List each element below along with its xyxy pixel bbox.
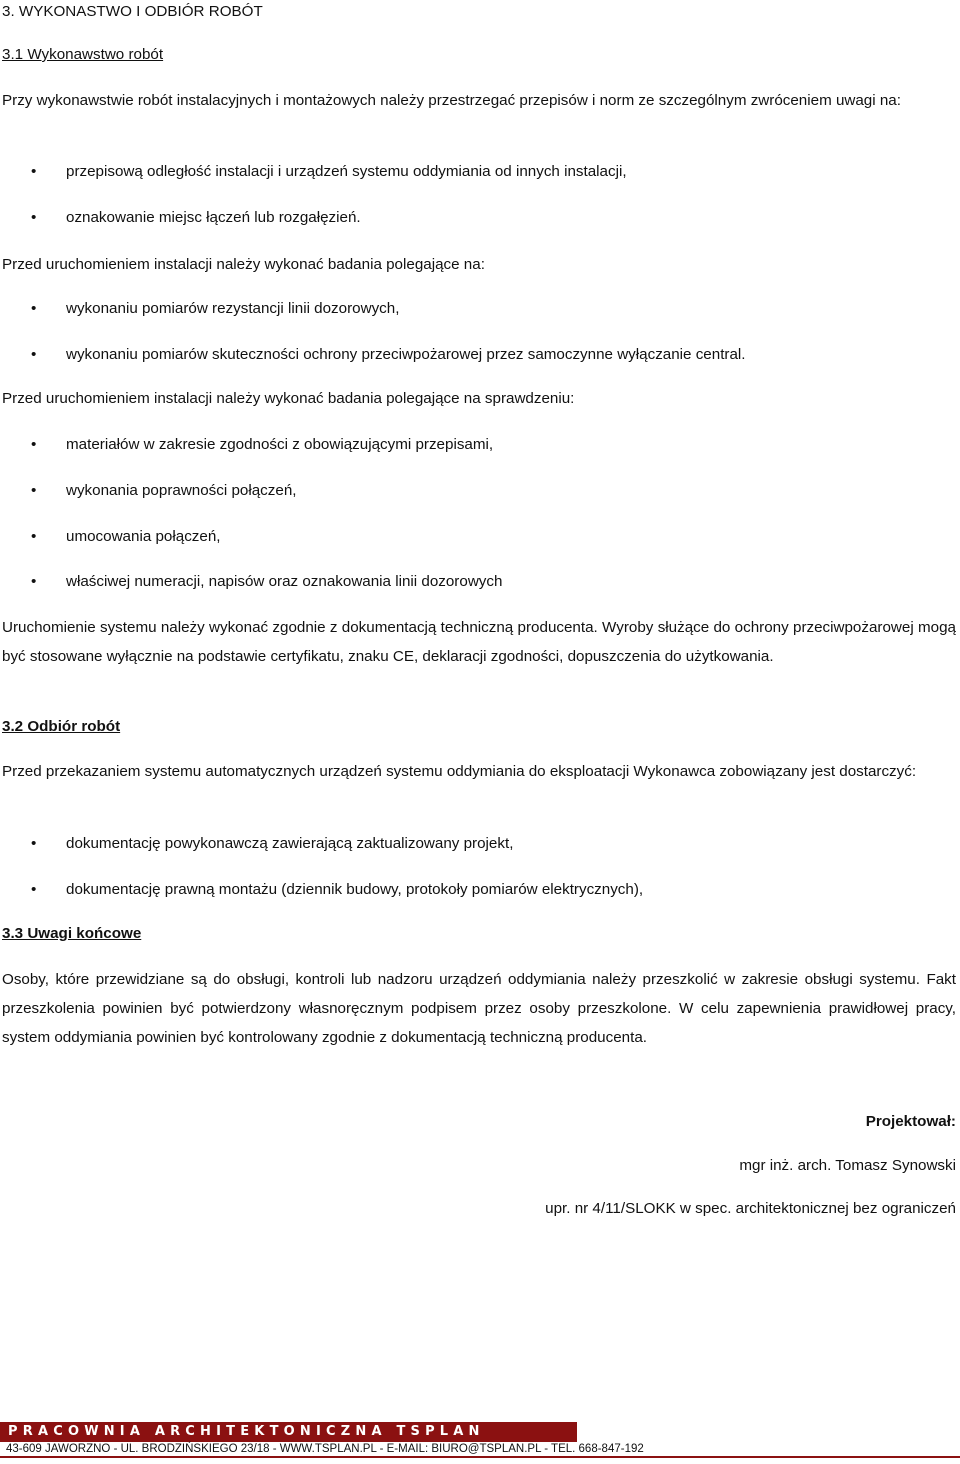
bullet-icon: • [31,835,37,852]
section-3-2-intro: Przed przekazaniem systemu automatycznych urządzeń systemu oddymiania do eksploatacji Wykonawca zobowiązany jest dostarczyć: [2,763,917,780]
bullet-icon: • [31,346,37,363]
bullet-icon: • [31,881,37,898]
section-3-3-body: Osoby, które przewidziane są do obsługi, kontroli lub nadzoru urządzeń oddymiania należy przeszkolić w zakresie obsługi systemu. Fakt przeszkolenia powinien być potwierdzony własnoręcznym podpisem przez osoby przeszkolone. W celu zapewnienia prawidłowej pracy, system oddymiania powinien być kontrolowany zgodnie z dokumentacją techniczną producenta. [2,971,956,1046]
footer-company-bar: PRACOWNIA ARCHITEKTONICZNA TSPLAN [0,1422,577,1442]
section-3-1-title: 3.1 Wykonawstwo robót [2,46,164,63]
bullet-icon: • [31,573,37,590]
bullet-icon: • [31,482,37,499]
bullet-icon: • [31,300,37,317]
section-3-1-intro-3: Przed uruchomieniem instalacji należy wykonać badania polegające na sprawdzeniu: [2,390,575,407]
bullet-icon: • [31,163,37,180]
document-heading: 3. WYKONASTWO I ODBIÓR ROBÓT [2,3,263,20]
section-3-1-closing: Uruchomienie systemu należy wykonać zgodnie z dokumentacją techniczną producenta. Wyroby służące do ochrony przeciwpożarowej mogą być stosowane wyłącznie na podstawie certyfikatu, znaku CE, deklaracji zgodności, dopuszczenia do użytkowania. [2,619,956,665]
section-3-2-title: 3.2 Odbiór robót [2,718,121,735]
signature-label: Projektował: [865,1113,956,1130]
bullet-icon: • [31,436,37,453]
signature-name: mgr inż. arch. Tomasz Synowski [739,1157,956,1174]
bullet-icon: • [31,209,37,226]
footer-address: 43-609 JAWORZNO - UL. BRODZIŃSKIEGO 23/18 - WWW.TSPLAN.PL - E-MAIL: BIURO@TSPLAN.PL - TEL. 668-847-192 [6,1443,644,1455]
signature-license: upr. nr 4/11/SLOKK w spec. architektonicznej bez ograniczeń [545,1200,956,1217]
footer-divider [0,1456,960,1458]
section-3-1-intro-2: Przed uruchomieniem instalacji należy wykonać badania polegające na: [2,256,485,273]
section-3-1-intro: Przy wykonawstwie robót instalacyjnych i montażowych należy przestrzegać przepisów i norm ze szczególnym zwróceniem uwagi na: [2,92,901,109]
section-3-3-title: 3.3 Uwagi końcowe [2,925,142,942]
bullet-icon: • [31,528,37,545]
